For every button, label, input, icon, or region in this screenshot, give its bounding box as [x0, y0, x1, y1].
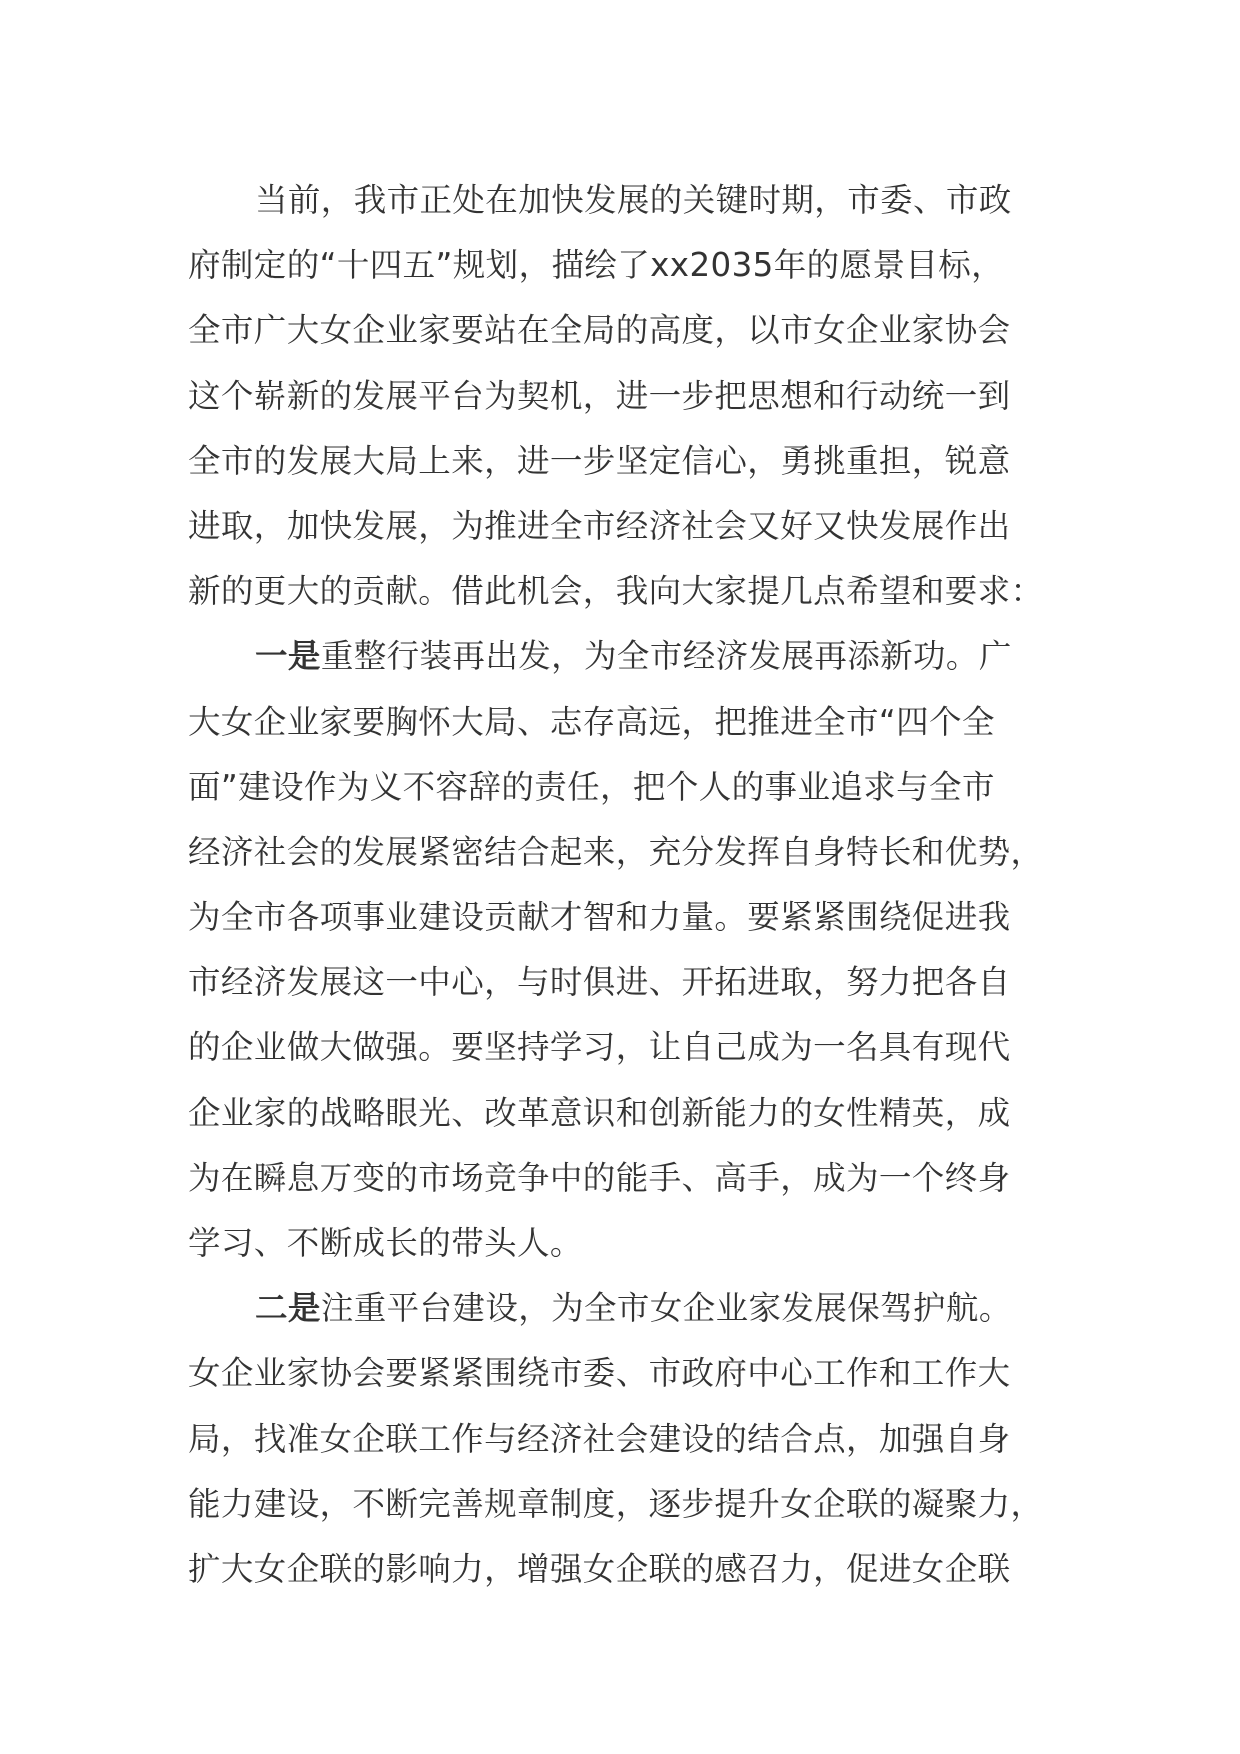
paragraph-1-line-3: 全市广大女企业家要站在全局的高度，以市女企业家协会	[188, 311, 1011, 350]
paragraph-2-line-9: 为在瞬息万变的市场竞争中的能手、高手，成为一个终身	[188, 1158, 1011, 1197]
paragraph-3-line-1-text: 注重平台建设，为全市女企业家发展保驾护航。	[320, 1289, 1012, 1328]
paragraph-2-line-1	[188, 624, 1068, 689]
paragraph-3-line-1	[188, 1276, 1068, 1341]
paragraph-3-line-4: 能力建设，不断完善规章制度，逐步提升女企联的凝聚力，	[188, 1484, 1044, 1523]
paragraph-2-line-4: 经济社会的发展紧密结合起来，充分发挥自身特长和优势，	[188, 832, 1044, 871]
paragraph-1-line-1: 当前，我市正处在加快发展的关键时期，市委、市政	[255, 181, 1012, 219]
paragraph-1-line-6: 进取，加快发展，为推进全市经济社会又好又快发展作出	[188, 506, 1011, 545]
paragraph-2-line-8: 企业家的战略眼光、改革意识和创新能力的女性精英，成	[188, 1093, 1011, 1132]
paragraph-2-line-3: 面”建设作为义不容辞的责任，把个人的事业追求与全市	[188, 767, 995, 806]
paragraph-2-line-7: 的企业做大做强。要坚持学习，让自己成为一名具有现代	[188, 1028, 1011, 1067]
paragraph-3-line-5: 扩大女企联的影响力，增强女企联的感召力，促进女企联	[188, 1549, 1011, 1588]
paragraph-2-lead: 一是	[255, 637, 321, 676]
paragraph-2-line-5: 为全市各项事业建设贡献才智和力量。要紧紧围绕促进我	[188, 898, 1011, 937]
paragraph-3-line-2: 女企业家协会要紧紧围绕市委、市政府中心工作和工作大	[188, 1354, 1011, 1393]
body-text	[188, 168, 1068, 1602]
paragraph-1-line-2: 府制定的“十四五”规划，描绘了xx2035年的愿景目标，	[188, 246, 1005, 285]
paragraph-2-line-6: 市经济发展这一中心，与时俱进、开拓进取，努力把各自	[188, 963, 1011, 1002]
paragraph-3-line-3: 局，找准女企联工作与经济社会建设的结合点，加强自身	[188, 1419, 1011, 1458]
paragraph-2-line-10: 学习、不断成长的带头人。	[188, 1224, 583, 1262]
paragraph-2-line-1-text: 重整行装再出发，为全市经济发展再添新功。广	[320, 637, 1012, 676]
paragraph-1-line-4: 这个崭新的发展平台为契机，进一步把思想和行动统一到	[188, 376, 1011, 415]
paragraph-1-line-5: 全市的发展大局上来，进一步坚定信心，勇挑重担，锐意	[188, 441, 1011, 480]
paragraph-3-lead: 二是	[255, 1289, 321, 1328]
paragraph-2-line-2: 大女企业家要胸怀大局、志存高远，把推进全市“四个全	[188, 702, 995, 741]
paragraph-1-line-7: 新的更大的贡献。借此机会，我向大家提几点希望和要求：	[188, 572, 1044, 611]
